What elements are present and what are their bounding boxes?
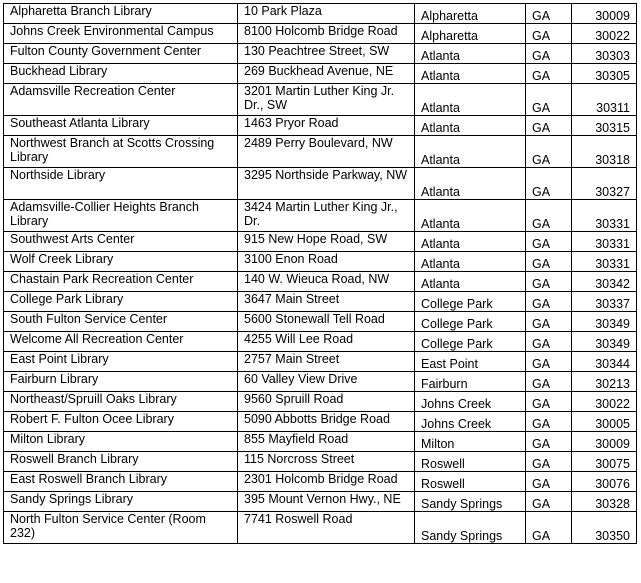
location-zip: 30022 [572,24,637,44]
location-name: Buckhead Library [4,64,238,84]
location-zip: 30331 [572,200,637,232]
location-zip: 30349 [572,332,637,352]
location-city: Johns Creek [415,412,526,432]
table-row [4,312,637,332]
location-address: 2489 Perry Boulevard, NW [238,136,415,168]
location-city: Atlanta [415,252,526,272]
location-zip: 30311 [572,84,637,116]
location-address: 3647 Main Street [238,292,415,312]
location-address: 3100 Enon Road [238,252,415,272]
location-state: GA [526,432,572,452]
location-state: GA [526,116,572,136]
location-state: GA [526,352,572,372]
location-name: Southwest Arts Center [4,232,238,252]
location-name: Milton Library [4,432,238,452]
location-name: Johns Creek Environmental Campus [4,24,238,44]
location-city: Sandy Springs [415,492,526,512]
location-city: Atlanta [415,116,526,136]
location-name: East Roswell Branch Library [4,472,238,492]
location-city: Atlanta [415,200,526,232]
location-name: Sandy Springs Library [4,492,238,512]
location-name: Adamsville-Collier Heights Branch Library [4,200,238,232]
location-address: 7741 Roswell Road [238,512,415,544]
location-city: Roswell [415,452,526,472]
location-address: 60 Valley View Drive [238,372,415,392]
location-address: 3201 Martin Luther King Jr. Dr., SW [238,84,415,116]
location-state: GA [526,136,572,168]
table-row [4,200,637,232]
location-state: GA [526,392,572,412]
location-name: Southeast Atlanta Library [4,116,238,136]
location-zip: 30337 [572,292,637,312]
location-zip: 30213 [572,372,637,392]
table-row [4,372,637,392]
location-city: College Park [415,292,526,312]
location-state: GA [526,84,572,116]
location-state: GA [526,492,572,512]
location-zip: 30315 [572,116,637,136]
location-state: GA [526,412,572,432]
table-row [4,332,637,352]
location-name: North Fulton Service Center (Room 232) [4,512,238,544]
location-state: GA [526,272,572,292]
location-state: GA [526,4,572,24]
location-city: Roswell [415,472,526,492]
location-name: East Point Library [4,352,238,372]
location-name: Alpharetta Branch Library [4,4,238,24]
table-row [4,64,637,84]
location-address: 1463 Pryor Road [238,116,415,136]
location-state: GA [526,252,572,272]
location-zip: 30328 [572,492,637,512]
locations-table-body [4,4,637,544]
location-address: 5600 Stonewall Tell Road [238,312,415,332]
location-address: 3295 Northside Parkway, NW [238,168,415,200]
location-state: GA [526,200,572,232]
location-zip: 30076 [572,472,637,492]
location-city: College Park [415,312,526,332]
table-row [4,392,637,412]
location-address: 8100 Holcomb Bridge Road [238,24,415,44]
location-state: GA [526,472,572,492]
location-name: South Fulton Service Center [4,312,238,332]
location-name: Fairburn Library [4,372,238,392]
location-city: Alpharetta [415,4,526,24]
table-row [4,452,637,472]
table-row [4,292,637,312]
location-address: 2301 Holcomb Bridge Road [238,472,415,492]
table-row [4,272,637,292]
location-zip: 30303 [572,44,637,64]
location-state: GA [526,168,572,200]
location-state: GA [526,44,572,64]
location-name: Northside Library [4,168,238,200]
location-state: GA [526,452,572,472]
location-city: Atlanta [415,232,526,252]
location-city: Sandy Springs [415,512,526,544]
table-row [4,136,637,168]
location-zip: 30009 [572,4,637,24]
location-zip: 30342 [572,272,637,292]
table-row [4,84,637,116]
location-name: Welcome All Recreation Center [4,332,238,352]
location-name: Northwest Branch at Scotts Crossing Library [4,136,238,168]
location-name: Adamsville Recreation Center [4,84,238,116]
location-zip: 30005 [572,412,637,432]
table-row [4,352,637,372]
location-name: Roswell Branch Library [4,452,238,472]
location-zip: 30305 [572,64,637,84]
location-name: Wolf Creek Library [4,252,238,272]
location-zip: 30344 [572,352,637,372]
location-city: Alpharetta [415,24,526,44]
location-state: GA [526,232,572,252]
table-row [4,412,637,432]
location-zip: 30075 [572,452,637,472]
location-state: GA [526,292,572,312]
location-address: 9560 Spruill Road [238,392,415,412]
table-row [4,4,637,24]
location-address: 115 Norcross Street [238,452,415,472]
location-address: 269 Buckhead Avenue, NE [238,64,415,84]
location-city: East Point [415,352,526,372]
location-address: 855 Mayfield Road [238,432,415,452]
location-zip: 30349 [572,312,637,332]
location-city: Atlanta [415,64,526,84]
table-row [4,512,637,544]
location-zip: 30327 [572,168,637,200]
location-city: Atlanta [415,272,526,292]
location-address: 395 Mount Vernon Hwy., NE [238,492,415,512]
location-name: Robert F. Fulton Ocee Library [4,412,238,432]
table-row [4,232,637,252]
locations-table [3,3,637,544]
location-name: College Park Library [4,292,238,312]
location-name: Chastain Park Recreation Center [4,272,238,292]
location-city: Atlanta [415,168,526,200]
location-state: GA [526,312,572,332]
table-row [4,24,637,44]
location-address: 915 New Hope Road, SW [238,232,415,252]
location-zip: 30009 [572,432,637,452]
location-address: 4255 Will Lee Road [238,332,415,352]
table-row [4,472,637,492]
location-address: 2757 Main Street [238,352,415,372]
location-address: 10 Park Plaza [238,4,415,24]
table-row [4,492,637,512]
table-row [4,432,637,452]
table-row [4,168,637,200]
location-city: Atlanta [415,84,526,116]
table-row [4,116,637,136]
location-address: 140 W. Wieuca Road, NW [238,272,415,292]
location-zip: 30331 [572,232,637,252]
location-address: 3424 Martin Luther King Jr., Dr. [238,200,415,232]
location-state: GA [526,332,572,352]
location-state: GA [526,64,572,84]
location-zip: 30022 [572,392,637,412]
location-zip: 30318 [572,136,637,168]
location-city: College Park [415,332,526,352]
location-city: Atlanta [415,44,526,64]
location-name: Fulton County Government Center [4,44,238,64]
location-zip: 30331 [572,252,637,272]
table-row [4,44,637,64]
location-state: GA [526,512,572,544]
table-row [4,252,637,272]
location-city: Milton [415,432,526,452]
location-state: GA [526,372,572,392]
location-state: GA [526,24,572,44]
location-city: Fairburn [415,372,526,392]
location-city: Johns Creek [415,392,526,412]
location-city: Atlanta [415,136,526,168]
location-zip: 30350 [572,512,637,544]
location-address: 5090 Abbotts Bridge Road [238,412,415,432]
location-address: 130 Peachtree Street, SW [238,44,415,64]
location-name: Northeast/Spruill Oaks Library [4,392,238,412]
